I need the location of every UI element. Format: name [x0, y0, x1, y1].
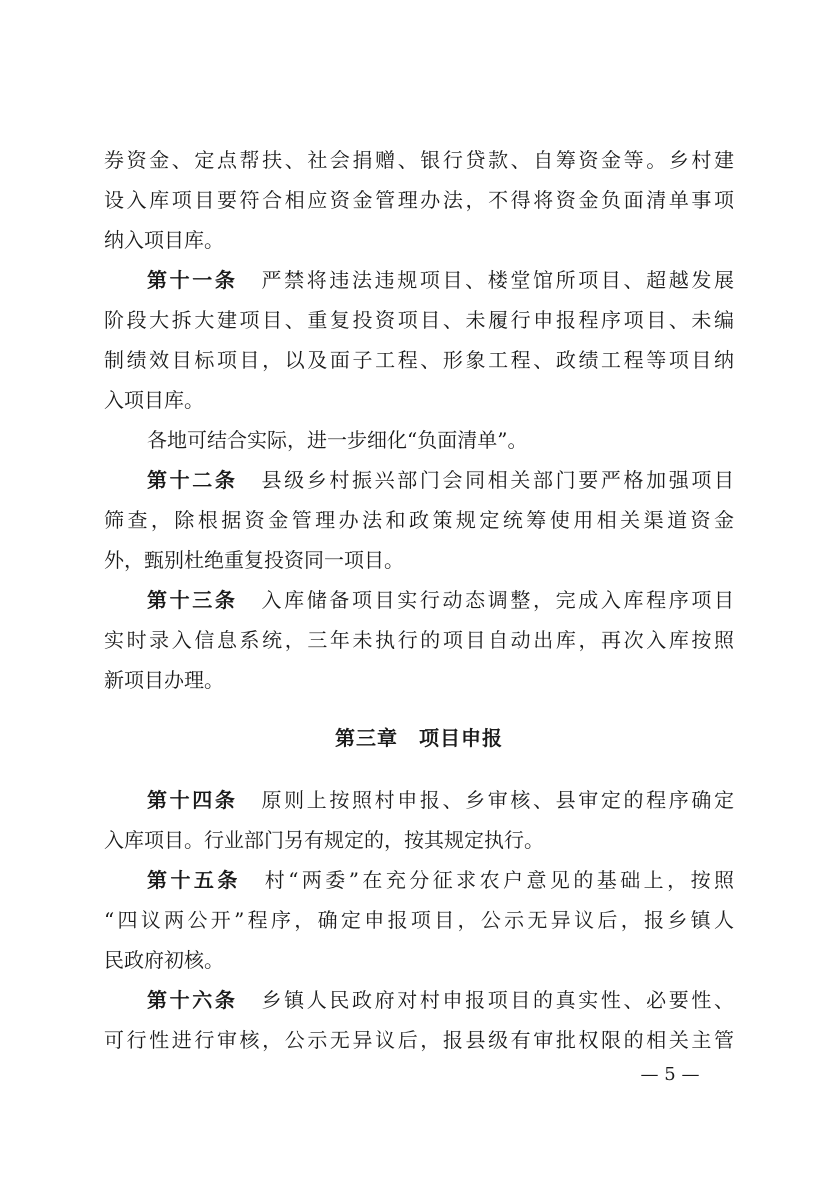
article-first-line [147, 980, 734, 1020]
paragraph-line: 入库项目。行业部门另有规定的，按其规定执行。 [104, 828, 544, 852]
paragraph-line: 各地可结合实际，进一步细化“负面清单”。 [147, 428, 528, 452]
paragraph-line: 可行性进行审核，公示无异议后，报县级有审批权限的相关主管 [104, 1028, 734, 1052]
article-heading: 第十四条 [147, 788, 238, 812]
article-heading: 第十三条 [147, 588, 238, 612]
paragraph-line: 民政府初核。 [104, 948, 224, 972]
article-text: 原则上按照村申报、乡审核、县审定的程序确定 [261, 788, 734, 812]
article-text: 严禁将违法违规项目、楼堂馆所项目、超越发展 [261, 268, 734, 292]
article-first-line [147, 260, 734, 300]
paragraph-line: 筛查，除根据资金管理办法和政策规定统筹使用相关渠道资金 [104, 508, 734, 532]
article-first-line [147, 460, 734, 500]
article-heading: 第十六条 [147, 988, 238, 1012]
paragraph-line: 新项目办理。 [104, 668, 224, 692]
article-text: 乡镇人民政府对村申报项目的真实性、必要性、 [261, 988, 734, 1012]
chapter-title: 第三章 项目申报 [335, 726, 503, 750]
article-heading: 第十五条 [147, 868, 241, 892]
paragraph-line: 阶段大拆大建项目、重复投资项目、未履行申报程序项目、未编 [104, 308, 734, 332]
paragraph-line: “四议两公开”程序，确定申报项目，公示无异议后，报乡镇人 [104, 908, 734, 932]
paragraph-line: 券资金、定点帮扶、社会捐赠、银行贷款、自筹资金等。乡村建 [104, 148, 734, 172]
article-heading: 第十二条 [147, 468, 238, 492]
article-first-line [147, 780, 734, 820]
page-number: — 5 — [640, 1064, 700, 1085]
paragraph-line: 外，甄别杜绝重复投资同一项目。 [104, 548, 404, 572]
article-text: 村“两委”在充分征求农户意见的基础上，按照 [264, 868, 735, 892]
article-heading: 第十一条 [147, 268, 238, 292]
article-first-line [147, 860, 734, 900]
paragraph-line: 设入库项目要符合相应资金管理办法，不得将资金负面清单事项 [104, 188, 734, 212]
article-first-line [147, 580, 734, 620]
paragraph-line: 纳入项目库。 [104, 228, 224, 252]
paragraph-line: 实时录入信息系统，三年未执行的项目自动出库，再次入库按照 [104, 628, 734, 652]
article-text: 入库储备项目实行动态调整，完成入库程序项目 [261, 588, 734, 612]
paragraph-line: 制绩效目标项目，以及面子工程、形象工程、政绩工程等项目纳 [104, 348, 734, 372]
paragraph-line: 入项目库。 [104, 388, 204, 412]
article-text: 县级乡村振兴部门会同相关部门要严格加强项目 [261, 468, 734, 492]
